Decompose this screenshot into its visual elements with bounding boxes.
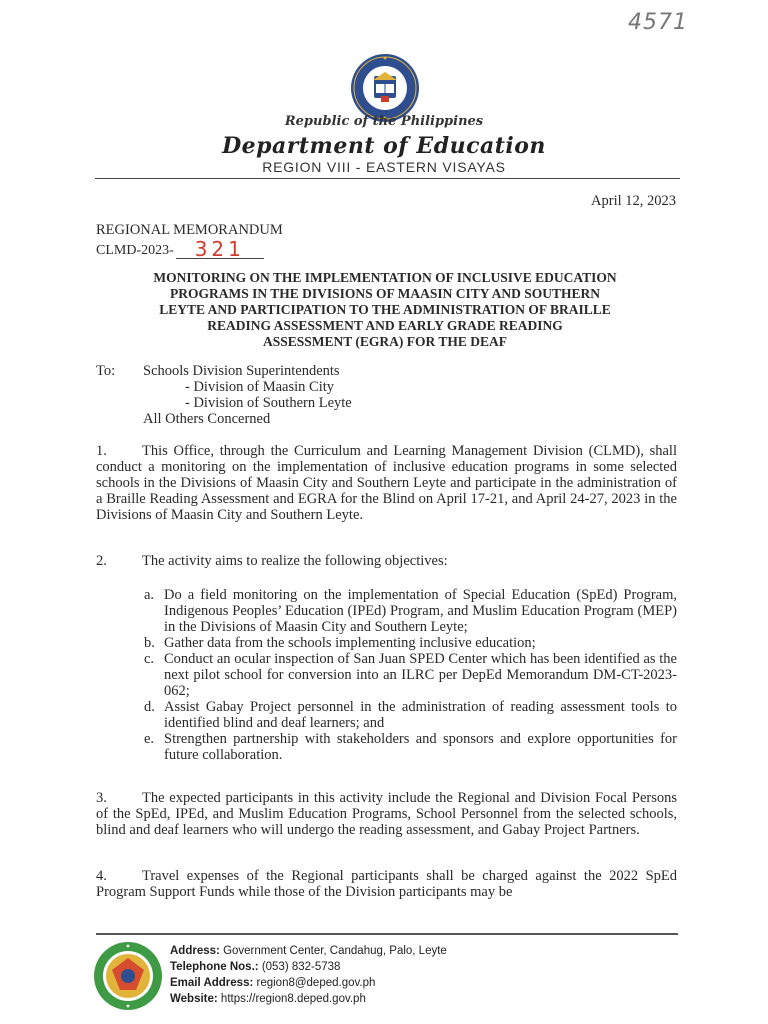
objective-item (144, 651, 677, 699)
memo-number-prefix: CLMD-2023- (96, 243, 174, 258)
website-label: Website: (170, 993, 218, 1005)
regional-office-seal-icon (92, 940, 164, 1012)
objective-letter: a. (144, 587, 155, 603)
memo-subject (120, 270, 650, 350)
objective-item (144, 699, 677, 731)
recipient-others: All Others Concerned (143, 411, 271, 427)
objective-letter: d. (144, 699, 155, 715)
paragraph-text: This Office, through the Curriculum and Learning Management Division (CLMD), shall conduct a monitoring on the implementation of inclusive education programs in some selected schools in the Divisions of Maasin City and Southern Leyte and participate in the administration of a Braille Reading Assessment and EGRA for the Blind on April 17-21, and April 24-27, 2023 in the Divisions of Maasin City and Southern Leyte. (96, 443, 677, 523)
memo-number (96, 237, 264, 261)
paragraph-number: 2. (96, 553, 107, 569)
paragraph-number: 4. (96, 868, 107, 884)
republic-heading: Republic of the Philippines (284, 114, 484, 129)
memo-number-handwritten: 321 (176, 240, 264, 259)
region-heading: REGION VIII - EASTERN VISAYAS (262, 159, 506, 175)
handwritten-document-number: 4571 (628, 10, 688, 35)
department-heading: Department of Education (222, 133, 546, 159)
recipient-main: Schools Division Superintendents (143, 363, 340, 379)
objective-letter: e. (144, 731, 155, 747)
paragraph-text: The activity aims to realize the following objectives: (142, 553, 448, 569)
footer-website-row (170, 991, 447, 1007)
objective-item (144, 587, 677, 635)
memo-date: April 12, 2023 (591, 193, 676, 209)
paragraph-4 (96, 868, 677, 900)
paragraph-2 (96, 553, 677, 569)
email-label: Email Address: (170, 977, 254, 989)
paragraph-3 (96, 790, 677, 838)
subject-line: ASSESSMENT (EGRA) FOR THE DEAF (262, 334, 508, 349)
website-link[interactable]: https://region8.deped.gov.ph (220, 993, 366, 1005)
objective-letter: c. (144, 651, 155, 667)
paragraph-number: 1. (96, 443, 107, 459)
objective-item (144, 635, 677, 651)
objective-text: Gather data from the schools implementing inclusive education; (164, 635, 536, 651)
objective-item (144, 731, 677, 763)
to-label: To: (96, 363, 116, 379)
footer-phone-row (170, 959, 447, 975)
phone-value: (053) 832-5738 (261, 961, 341, 973)
footer-address-row (170, 943, 447, 959)
objective-text: Assist Gabay Project personnel in the administration of reading assessment tools to identified blind and deaf learners; and (164, 699, 677, 731)
objective-text: Do a field monitoring on the implementation of Special Education (SpEd) Program, Indigenous Peoples’ Education (IPEd) Program, and Muslim Education Program (MEP) in the Divisions of Maasin City and Southern Leyte; (164, 587, 677, 635)
subject-line: MONITORING ON THE IMPLEMENTATION OF INCLUSIVE EDUCATION (153, 270, 617, 285)
paragraph-text: Travel expenses of the Regional participants shall be charged against the 2022 SpEd Program Support Funds while those of the Division participants may be (96, 868, 677, 900)
email-link[interactable]: region8@deped.gov.ph (256, 977, 376, 989)
header-divider (95, 178, 680, 179)
subject-line: PROGRAMS IN THE DIVISIONS OF MAASIN CITY AND SOUTHERN (169, 286, 601, 301)
recipient-sub: - Division of Maasin City (185, 379, 335, 395)
subject-line: LEYTE AND PARTICIPATION TO THE ADMINISTRATION OF BRAILLE (159, 302, 611, 317)
footer-email-row (170, 975, 447, 991)
memo-type: REGIONAL MEMORANDUM (96, 222, 283, 238)
recipient-sub: - Division of Southern Leyte (185, 395, 352, 411)
paragraph-text: The expected participants in this activity include the Regional and Division Focal Persons of the SpEd, IPEd, and Muslim Education Programs, School Personnel from the selected schools, blind and deaf learners who will undergo the reading assessment, and Gabay Project Partners. (96, 790, 677, 838)
footer-divider (96, 933, 678, 935)
subject-line: READING ASSESSMENT AND EARLY GRADE READING (207, 318, 563, 333)
paragraph-1 (96, 443, 677, 523)
objectives-list (144, 587, 677, 763)
objective-letter: b. (144, 635, 155, 651)
paragraph-number: 3. (96, 790, 107, 806)
address-value: Government Center, Candahug, Palo, Leyte (223, 945, 447, 957)
objective-text: Strengthen partnership with stakeholders and sponsors and explore opportunities for future collaboration. (164, 731, 677, 763)
objective-text: Conduct an ocular inspection of San Juan SPED Center which has been identified as the next pilot school for conversion into an ILRC per DepEd Memorandum DM-CT-2023-062; (164, 651, 677, 699)
phone-label: Telephone Nos.: (170, 961, 259, 973)
footer-contact-info (170, 943, 447, 1007)
address-label: Address: (170, 945, 220, 957)
